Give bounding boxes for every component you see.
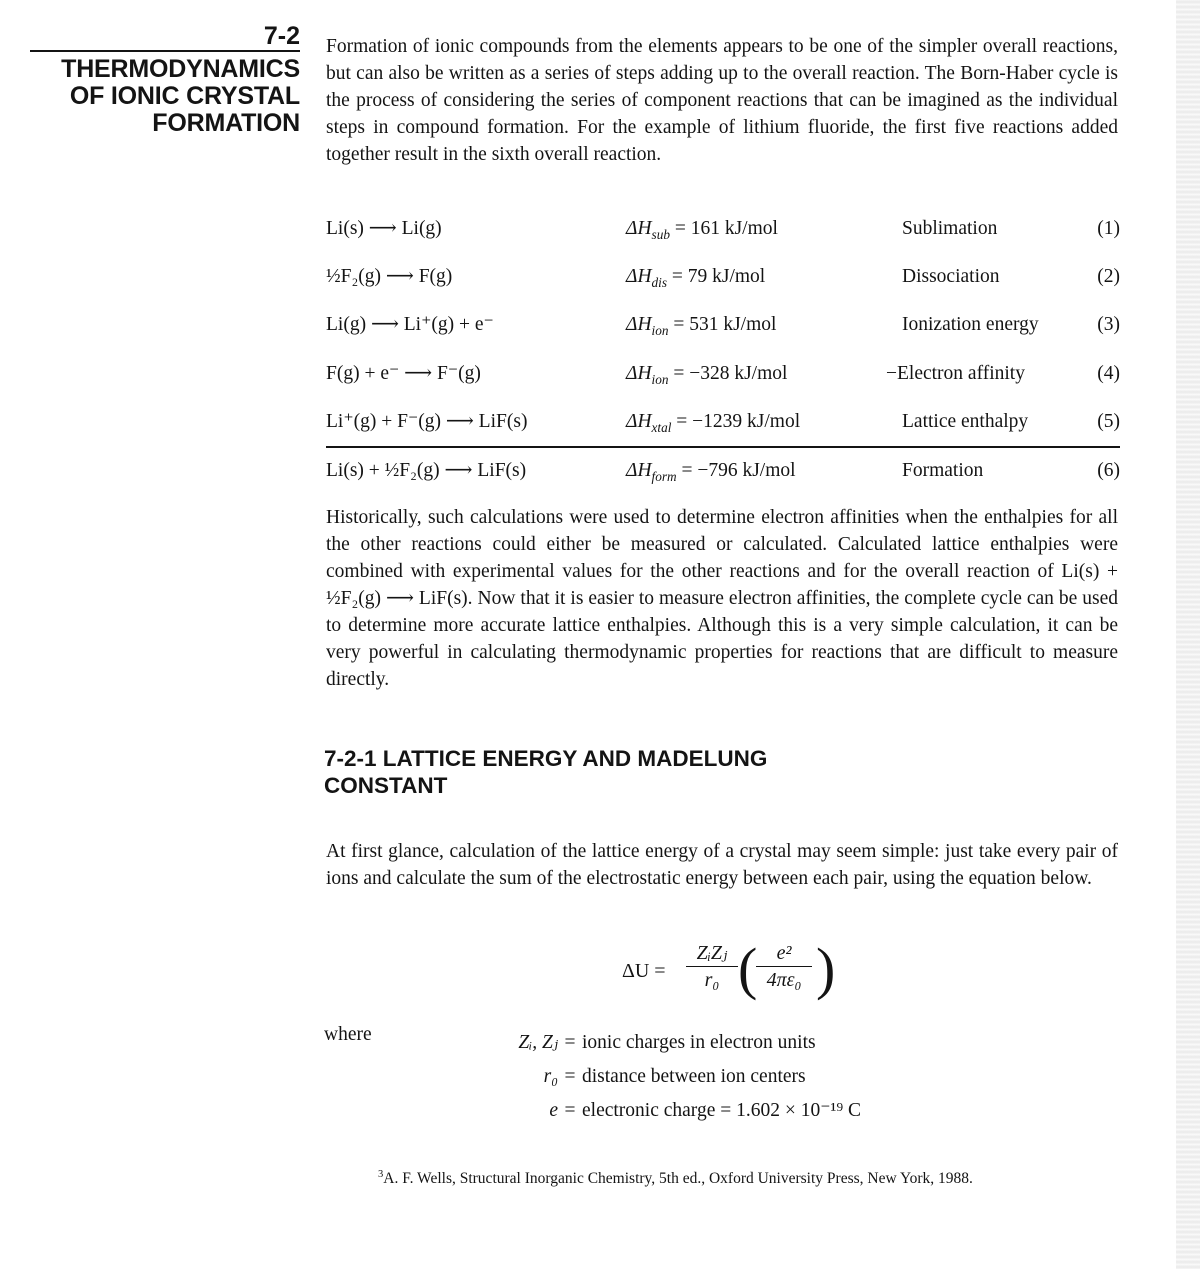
enthalpy-symbol: ΔH [626, 218, 652, 239]
definition-equals: = [564, 1032, 576, 1053]
coulomb-fraction [756, 942, 812, 992]
right-paren: ) [816, 936, 836, 1001]
enthalpy-symbol: ΔH [626, 363, 652, 384]
left-paren: ( [738, 936, 758, 1001]
reaction-row [326, 214, 1120, 244]
reaction-equation: Li(g) ⟶ Li⁺(g) + e⁻ [326, 314, 494, 335]
reaction-row [326, 407, 1120, 437]
enthalpy-symbol: ΔH [626, 266, 652, 287]
reaction-row [326, 262, 1120, 292]
reaction-row-overall [326, 456, 1120, 486]
scan-edge [1176, 0, 1200, 1269]
reaction-name: Dissociation [902, 266, 1000, 287]
coulomb-fraction-numerator: e² [756, 942, 812, 967]
reaction-equation: Li⁺(g) + F⁻(g) ⟶ LiF(s) [326, 411, 528, 432]
reaction-name: Sublimation [902, 218, 998, 239]
definition-text: ionic charges in electron units [582, 1032, 816, 1053]
reaction-number: (2) [1097, 266, 1120, 287]
definition-text: electronic charge = 1.602 × 10⁻¹⁹ C [582, 1100, 862, 1121]
subsection-number: 7-2-1 [324, 746, 377, 771]
charge-fraction-denominator: r₀ [704, 969, 720, 991]
reaction-number: (5) [1097, 411, 1120, 432]
enthalpy-subscript: ion [651, 322, 669, 338]
definition-row [500, 1096, 861, 1130]
section-title-line-2: OF IONIC CRYSTAL [69, 82, 300, 110]
definition-equals: = [564, 1100, 576, 1121]
enthalpy-value: = −796 kJ/mol [681, 460, 796, 481]
reaction-name: Lattice enthalpy [902, 411, 1029, 432]
definition-symbol: e [549, 1100, 558, 1121]
reaction-equation: Li(s) ⟶ Li(g) [326, 218, 442, 239]
where-label: where [324, 1024, 372, 1045]
definition-row [500, 1028, 861, 1062]
enthalpy-subscript: sub [651, 226, 670, 242]
section-title-line-1: THERMODYNAMICS [61, 55, 300, 83]
section-number: 7-2 [263, 22, 300, 50]
enthalpy-term [626, 456, 796, 486]
enthalpy-value: = 531 kJ/mol [673, 314, 777, 335]
enthalpy-term [626, 214, 778, 244]
reaction-name: Formation [902, 460, 984, 481]
enthalpy-term [626, 359, 787, 389]
intro-paragraph: Formation of ionic compounds from the elements appears to be one of the simpler overall reactions, but can also be written as a series of steps adding up to the overall reaction. The Born-Haber cycle is the process of considering the series of component reactions that can be imagined as the individual steps in compound formation. For the example of lithium fluoride, the first five reactions added together result in the sixth overall reaction. [326, 36, 1118, 165]
enthalpy-symbol: ΔH [626, 460, 652, 481]
reaction-number: (1) [1097, 218, 1120, 239]
charge-fraction [686, 940, 738, 992]
section-rule [30, 50, 300, 52]
lattice-paragraph: At first glance, calculation of the lattice energy of a crystal may seem simple: just take every pair of ions and calculate the sum of the electrostatic energy between each pair, using the equation below. [326, 841, 1118, 889]
section-title-line-3: FORMATION [152, 109, 300, 137]
definition-row [500, 1062, 861, 1096]
enthalpy-symbol: ΔH [626, 314, 652, 335]
definition-text: distance between ion centers [582, 1066, 806, 1087]
footnote-text: A. F. Wells, Structural Inorganic Chemistry, 5th ed., Oxford University Press, New York, 1988. [383, 1170, 973, 1187]
enthalpy-value: = −1239 kJ/mol [676, 411, 801, 432]
reaction-number: (3) [1097, 314, 1120, 335]
enthalpy-term [626, 262, 765, 292]
subsection-title-line-2: CONSTANT [324, 773, 448, 798]
definitions-list [500, 1028, 861, 1130]
coulomb-fraction-denominator: 4πε₀ [766, 969, 802, 991]
section-heading [20, 22, 300, 137]
enthalpy-subscript: ion [651, 371, 669, 387]
definition-equals: = [564, 1066, 576, 1087]
enthalpy-subscript: form [651, 468, 677, 484]
reaction-equation: ½F₂(g) ⟶ F(g) [326, 266, 453, 287]
enthalpy-subscript: dis [651, 274, 667, 290]
charge-fraction-numerator: ZᵢZⱼ [686, 940, 738, 967]
enthalpy-value: = 161 kJ/mol [674, 218, 778, 239]
enthalpy-value: = −328 kJ/mol [673, 363, 788, 384]
enthalpy-value: = 79 kJ/mol [671, 266, 766, 287]
formula-lhs: ΔU = [622, 960, 666, 982]
reaction-number: (6) [1097, 460, 1120, 481]
footnote [378, 1170, 973, 1188]
subsection-heading [324, 745, 924, 799]
reaction-row [326, 359, 1120, 389]
summation-rule [326, 446, 1120, 448]
enthalpy-term [626, 310, 776, 340]
definition-symbol: Zᵢ, Zⱼ [518, 1032, 558, 1053]
history-paragraph: Historically, such calculations were used to determine electron affinities when the enthalpies for all the other reactions could either be measured or calculated. Calculated lattice enthalpies were combined with experimental values for the other reactions and for the overall reaction of Li(s) + ½F₂(g) ⟶ LiF(s). Now that it is easier to measure electron affinities, the complete cycle can be used to determine more accurate lattice enthalpies. Although this is a very simple calculation, it can be very powerful in calculating thermodynamic properties for reactions that are difficult to measure directly. [326, 507, 1118, 690]
reaction-equation: Li(s) + ½F₂(g) ⟶ LiF(s) [326, 460, 527, 481]
definition-symbol: r₀ [543, 1066, 558, 1087]
reaction-name: −Electron affinity [886, 363, 1025, 384]
reaction-number: (4) [1097, 363, 1120, 384]
enthalpy-term [626, 407, 800, 437]
subsection-title-line-1 [324, 745, 924, 772]
reaction-equation: F(g) + e⁻ ⟶ F⁻(g) [326, 363, 481, 384]
enthalpy-symbol: ΔH [626, 411, 652, 432]
reaction-row [326, 310, 1120, 340]
enthalpy-subscript: xtal [651, 419, 672, 435]
footnote-marker: 3 [378, 1168, 384, 1180]
subsection-title-text: LATTICE ENERGY AND MADELUNG [382, 746, 768, 771]
reaction-name: Ionization energy [902, 314, 1039, 335]
